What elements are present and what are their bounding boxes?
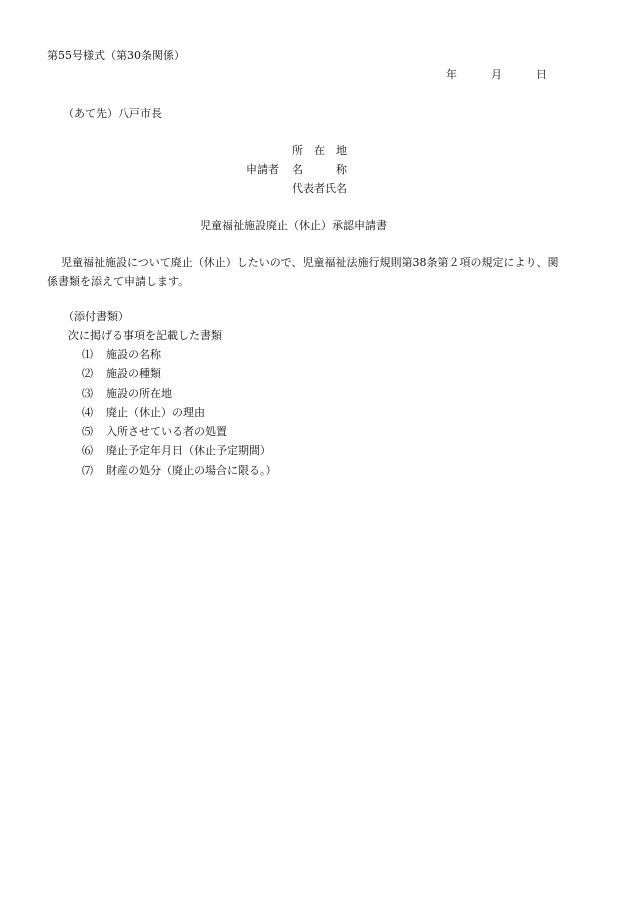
date-month-label: 月 xyxy=(491,68,502,81)
item-text: 廃止（休止）の理由 xyxy=(106,405,205,419)
document-title: 児童福祉施設廃止（休止）承認申請書 xyxy=(200,219,387,232)
attachments-intro: 次に掲げる事項を記載した書類 xyxy=(68,329,222,342)
item-number: ⑺ xyxy=(82,463,93,477)
applicant-name-row xyxy=(246,163,347,182)
list-item xyxy=(82,464,277,483)
item-number: ⑵ xyxy=(82,367,93,381)
list-item xyxy=(82,444,277,463)
item-text: 廃止予定年月日（休止予定期間） xyxy=(106,444,271,458)
item-text: 施設の種類 xyxy=(106,367,161,381)
list-item xyxy=(82,406,277,425)
addressee: （あて先）八戸市長 xyxy=(63,107,162,120)
list-item xyxy=(82,348,277,367)
attachments-list xyxy=(82,348,277,483)
date-day-label: 日 xyxy=(536,68,547,81)
date-year-label: 年 xyxy=(446,68,457,81)
applicant-address-row xyxy=(246,144,347,163)
date-line xyxy=(446,68,547,82)
form-number: 第55号様式（第30条関係） xyxy=(47,49,185,62)
item-number: ⑶ xyxy=(82,386,93,400)
list-item xyxy=(82,367,277,386)
item-text: 施設の名称 xyxy=(106,348,161,361)
body-text: 児童福祉施設について廃止（休止）したいので、児童福祉法施行規則第38条第２項の規定により、関係書類を添えて申請します。 xyxy=(47,256,559,288)
list-item xyxy=(82,387,277,406)
applicant-block xyxy=(246,144,347,201)
body-text-block xyxy=(47,253,567,291)
address-label: 所 在 地 xyxy=(292,144,347,157)
item-text: 入所させている者の処置 xyxy=(106,425,227,439)
item-text: 施設の所在地 xyxy=(106,386,172,400)
item-number: ⑴ xyxy=(82,348,93,361)
item-text: 財産の処分（廃止の場合に限る。） xyxy=(106,463,277,477)
representative-label: 代表者氏名 xyxy=(292,182,347,195)
applicant-representative-row xyxy=(246,182,347,201)
attachments-heading: （添付書類） xyxy=(63,310,129,323)
item-number: ⑷ xyxy=(82,405,93,419)
applicant-label: 申請者 xyxy=(246,163,279,176)
name-label: 名 称 xyxy=(292,163,347,176)
item-number: ⑹ xyxy=(82,444,93,458)
item-number: ⑸ xyxy=(82,425,93,439)
list-item xyxy=(82,425,277,444)
